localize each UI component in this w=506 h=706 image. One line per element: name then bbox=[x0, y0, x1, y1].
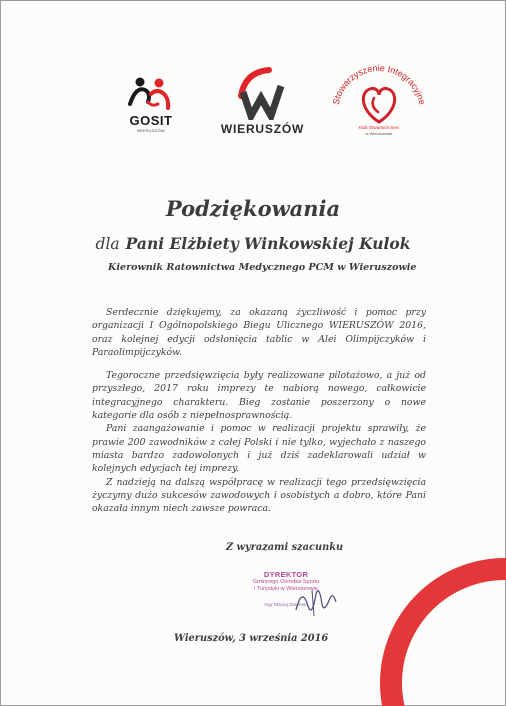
svg-text:Stowarzyszenie Integracyjne bbox=[331, 63, 428, 106]
body-paragraph: Serdecznie dziękujemy, za okazaną życzliwość i pomoc przy organizacji I Ogólnopolskiego Biegu Ulicznego WIERUSZÓW 2016, oraz kolejnej edycji odsłonięcia tablic w Alei Olimpijczyków i Paraolimpijczyków. bbox=[92, 307, 426, 358]
runner-icon bbox=[118, 74, 184, 114]
stamp-line-1: Gminnego Ośrodka Sportu bbox=[252, 579, 320, 585]
gosit-logo-wordmark: GOSIT bbox=[129, 113, 173, 128]
association-club-name: Klub Otwartych Serc bbox=[358, 125, 400, 130]
recipient-line bbox=[0, 234, 506, 253]
closing-salutation: Z wyrazami szacunku bbox=[226, 542, 344, 553]
gosit-logo bbox=[118, 74, 184, 140]
place-and-date: Wieruszów, 3 września 2016 bbox=[174, 633, 329, 644]
wieruszow-logo bbox=[205, 66, 320, 138]
association-town: w Wieruszowie bbox=[365, 131, 393, 136]
association-logo bbox=[330, 56, 428, 152]
wieruszow-logo-wordmark: WIERUSZÓW bbox=[220, 122, 305, 136]
wieruszow-w-mark-icon bbox=[205, 66, 320, 120]
body-paragraph: Pani zaangażowanie i pomoc w realizacji projektu sprawiły, że prawie 200 zawodników z całej Polski i nie tylko, wyjechało z naszego miasta bardzo zadowolonych i już dziś zadeklarowali udział w kolejnych edycjach tej imprezy. bbox=[92, 423, 426, 475]
body-paragraph: Tegoroczne przedsięwzięcia były realizowane pilotażowo, a już od przyszłego, 2017 roku imprezy te nabiorą nowego, całkowicie integracyjnego charakteru. Bieg zostanie poszerzony o nowe kategorie dla osób z niepełnosprawnością. bbox=[92, 370, 426, 422]
body-paragraph: Z nadzieją na dalszą współpracę w realizacji tego przedsięwzięcia życzymy dużo sukcesów zawodowych i osobistych a dobro, które Pani okazała innym niech zawsze powraca. bbox=[92, 476, 426, 515]
gosit-logo-subtitle: WIERUSZÓW bbox=[136, 128, 166, 133]
stamp-title: DYREKTOR bbox=[263, 570, 309, 579]
recipient-role: Kierownik Ratownictwa Medycznego PCM w Wieruszowie bbox=[108, 262, 417, 273]
document-title: Podziękowania bbox=[165, 196, 341, 221]
stamp-name: mgr Maciej Zarębski bbox=[264, 603, 308, 608]
letter-body bbox=[92, 306, 426, 525]
recipient-name: Pani Elżbiety Winkowskiej Kulok bbox=[125, 234, 411, 253]
association-arc-text: Stowarzyszenie Integracyjne bbox=[330, 62, 428, 106]
handwritten-signature-icon bbox=[292, 580, 342, 620]
decorative-red-arc bbox=[380, 558, 506, 706]
recipient-prefix: dla bbox=[95, 235, 120, 253]
stamp-line-2: i Turystyki w Wieruszowie bbox=[254, 586, 318, 592]
heart-emblem-icon bbox=[330, 56, 428, 152]
